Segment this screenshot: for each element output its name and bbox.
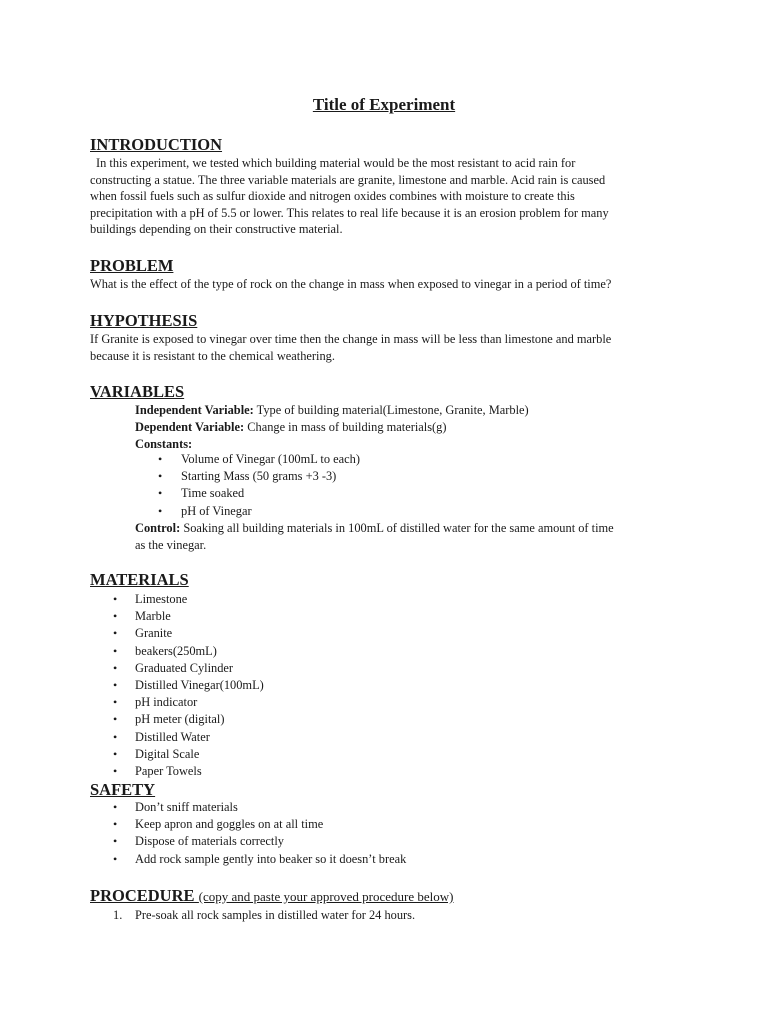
introduction-line: buildings depending on their constructive material. — [90, 222, 343, 237]
list-item: • Limestone — [135, 591, 264, 608]
independent-variable — [135, 402, 695, 419]
control-label: Control: — [135, 521, 181, 535]
hypothesis-line: because it is resistant to the chemical weathering. — [90, 348, 335, 363]
bullet-icon: • — [113, 746, 118, 761]
list-item: • Marble — [135, 608, 264, 625]
bullet-icon: • — [113, 817, 118, 832]
constants-label: Constants: — [135, 436, 193, 451]
materials-list — [113, 591, 264, 780]
variables-heading: VARIABLES — [90, 382, 185, 401]
list-item: • Paper Towels — [135, 763, 264, 780]
bullet-icon: • — [113, 800, 118, 814]
list-item: • Don’t sniff materials — [135, 799, 406, 816]
bullet-icon: • — [113, 729, 118, 744]
introduction-line: In this experiment, we tested which building material would be the most resistant to acid rain for — [96, 156, 576, 170]
bullet-icon: • — [158, 503, 163, 518]
procedure-note: (copy and paste your approved procedure below) — [198, 889, 454, 904]
variables-block — [135, 402, 695, 452]
constants-list — [158, 451, 360, 520]
control-line-continued: as the vinegar. — [135, 537, 207, 552]
list-item: • beakers(250mL) — [135, 643, 264, 660]
hypothesis-line: If Granite is exposed to vinegar over time then the change in mass will be less than limestone and marble — [90, 332, 612, 346]
safety-list — [113, 799, 407, 868]
hypothesis-heading: HYPOTHESIS — [90, 311, 198, 330]
bullet-icon: • — [158, 486, 163, 501]
list-item: • Keep apron and goggles on at all time — [135, 816, 406, 833]
procedure-heading — [90, 886, 454, 907]
independent-variable-value: Type of building material(Limestone, Granite, Marble) — [256, 403, 529, 417]
list-item: • Distilled Vinegar(100mL) — [135, 677, 264, 694]
constants-label-line — [135, 436, 695, 453]
procedure-heading-text: PROCEDURE — [90, 886, 195, 905]
list-item: • Graduated Cylinder — [135, 660, 264, 677]
independent-variable-label: Independent Variable: — [135, 403, 254, 417]
introduction-line: when fossil fuels such as sulfur dioxide and nitrogen oxides combines with moisture to create this — [90, 189, 575, 204]
bullet-icon: • — [113, 643, 118, 658]
problem-text — [90, 276, 710, 293]
bullet-icon: • — [113, 695, 118, 710]
list-item: • Dispose of materials correctly — [135, 833, 406, 850]
list-item: • Digital Scale — [135, 746, 264, 763]
bullet-icon: • — [113, 764, 118, 779]
bullet-icon: • — [113, 834, 118, 849]
hypothesis-paragraph — [90, 331, 690, 364]
bullet-icon: • — [158, 469, 163, 484]
list-item: • pH of Vinegar — [181, 503, 360, 520]
introduction-line: constructing a statue. The three variable materials are granite, limestone and marble. Acid rain is caused — [90, 172, 606, 187]
list-item: • pH indicator — [135, 694, 264, 711]
control-block — [135, 520, 695, 554]
list-item: • Granite — [135, 625, 264, 642]
list-item: • Volume of Vinegar (100mL to each) — [181, 451, 360, 468]
bullet-icon: • — [113, 660, 118, 675]
step-text: Pre-soak all rock samples in distilled water for 24 hours. — [135, 908, 416, 922]
bullet-icon: • — [113, 592, 118, 606]
problem-heading: PROBLEM — [90, 256, 174, 275]
problem-line: What is the effect of the type of rock on the change in mass when exposed to vinegar in a period of time? — [90, 277, 612, 291]
bullet-icon: • — [113, 678, 118, 693]
step-number: 1. — [113, 908, 123, 922]
list-item: • Time soaked — [181, 485, 360, 502]
list-item: • Distilled Water — [135, 729, 264, 746]
list-item: • Starting Mass (50 grams +3 -3) — [181, 468, 360, 485]
document-title: Title of Experiment — [312, 95, 456, 114]
control-value: Soaking all building materials in 100mL of distilled water for the same amount of time — [183, 521, 614, 535]
list-item: • Add rock sample gently into beaker so it doesn’t break — [135, 851, 406, 868]
materials-heading: MATERIALS — [90, 570, 189, 589]
control-line — [135, 520, 695, 537]
bullet-icon: • — [113, 609, 118, 624]
bullet-icon: • — [113, 626, 118, 641]
dependent-variable-value: Change in mass of building materials(g) — [247, 419, 447, 434]
introduction-heading: INTRODUCTION — [90, 135, 223, 154]
list-item — [113, 907, 416, 924]
introduction-line: precipitation with a pH of 5.5 or lower. This relates to real life because it is an erosion problem for many — [90, 205, 609, 220]
list-item: • pH meter (digital) — [135, 711, 264, 728]
procedure-steps — [113, 907, 416, 924]
dependent-variable — [135, 419, 695, 436]
safety-heading: SAFETY — [90, 780, 156, 799]
bullet-icon: • — [113, 851, 118, 866]
introduction-paragraph — [90, 155, 690, 238]
dependent-variable-label: Dependent Variable: — [135, 419, 245, 434]
bullet-icon: • — [158, 452, 163, 466]
bullet-icon: • — [113, 712, 118, 727]
